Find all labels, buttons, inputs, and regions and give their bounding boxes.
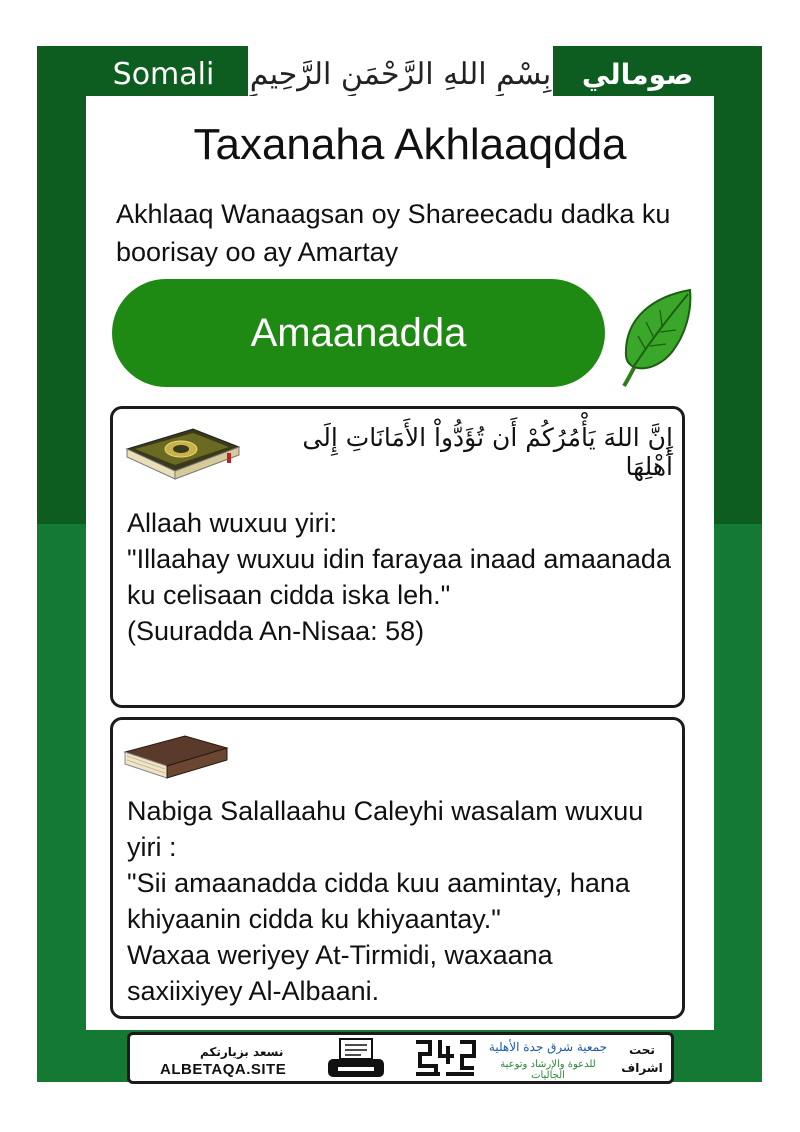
footer-supervision-label: تحت اشراف [621,1043,663,1075]
quran-verse-translation: Allaah wuxuu yiri: "Illaahay wuxuu idin farayaa inaad amaanada ku celisaan cidda iska leh." (Suuradda An-Nisaa: 58) [127,508,671,646]
page-title: Taxanaha Akhlaaqdda [193,120,627,169]
calligraphy-logo-icon [410,1036,480,1081]
quran-book-icon [123,423,243,481]
footer-bar [127,1032,674,1084]
language-label-arabic: صومالي [581,57,694,91]
footer-org-name: جمعية شرق جدة الأهلية [488,1040,608,1054]
printer-icon[interactable] [326,1037,386,1081]
language-label-latin: Somali [112,56,215,92]
footer-org-subtitle: للدعوة والإرشاد وتوعية الجاليات [500,1059,596,1081]
topic-banner: Amaanadda [112,279,605,387]
leaf-icon [616,286,696,392]
basmala-calligraphy: بِسْمِ اللهِ الرَّحْمَنِ الرَّحِيمِ [248,46,553,102]
hadith-text: Nabiga Salallaahu Caleyhi wasalam wuxuu yiri : "Sii amaanadda cidda kuu aamintay, hana khiyaanin cidda ku khiyaantay." Waxaa weriyey At-Tirmidi, waxaana saxiixiyey Al-Albaani. [127,796,644,1006]
hadith-quote-box [110,717,685,1019]
footer-site-link[interactable]: ALBETAQA.SITE [160,1061,287,1078]
page-subtitle: Akhlaaq Wanaagsan oy Shareecadu dadka ku boorisay oo ay Amartay [116,199,671,267]
hadith-book-icon [121,730,231,782]
quran-verse-arabic: إِنَّ اللهَ يَأْمُرُكُمْ أَن تُؤَدُّواْ الأَمَانَاتِ إِلَى أَهْلِهَا [302,423,673,481]
quran-quote-box [110,406,685,708]
footer-thanks-text: نسعد بزيارتكم [200,1045,284,1059]
